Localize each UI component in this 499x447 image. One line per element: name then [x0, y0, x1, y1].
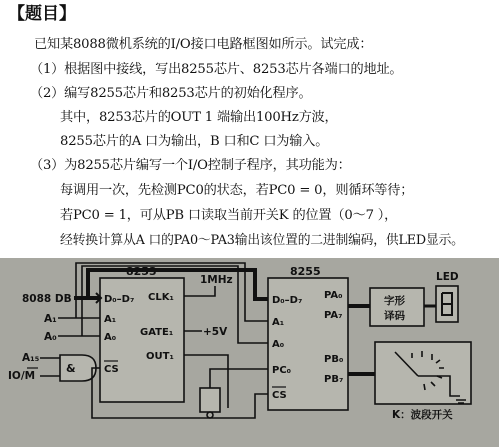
- question-item-3b: 若PC0 = 1，可从PB 口读取当前开关K 的位置（0～7 ），: [60, 208, 398, 223]
- chip-8255-pin-pa0: PA₀: [324, 290, 343, 301]
- led-label: LED: [436, 271, 459, 283]
- question-item-2b: 8255芯片的A 口为输出，B 口和C 口为输入。: [60, 134, 329, 149]
- switch-label: K：波段开关: [392, 409, 453, 421]
- chip-8253-pin-clk: CLK₁: [148, 292, 174, 303]
- chip-8253-pin-a1: A₁: [104, 314, 117, 325]
- chip-8253-pin-a0: A₀: [104, 332, 117, 343]
- clock-input-label: 1MHz: [200, 274, 233, 286]
- question-item-2a: 其中，8253芯片的OUT 1 端输出100Hz方波，: [60, 110, 338, 125]
- question-item-2: （2）编写8255芯片和8253芯片的初始化程序。: [30, 86, 312, 101]
- chip-8255-title: 8255: [290, 265, 321, 278]
- and-gate-label: &: [66, 362, 76, 375]
- chip-8253-pin-cs: CS: [104, 364, 119, 375]
- decoder-label-2: 译码: [384, 310, 405, 322]
- chip-8253-pin-d: D₀–D₇: [104, 294, 135, 305]
- sig-a1-label: A₁: [44, 313, 57, 325]
- circuit-diagram: [0, 258, 499, 447]
- chip-8255-pin-pa7: PA₇: [324, 310, 343, 321]
- chip-8253-title: 8253: [126, 265, 157, 278]
- chip-8255-pin-pc0: PC₀: [272, 365, 292, 376]
- inverter-bubble: [207, 412, 213, 418]
- chip-8255-pin-pb0: PB₀: [324, 354, 344, 365]
- question-header: 【题目】: [8, 4, 76, 24]
- question-item-3c: 经转换计算从A 口的PA0～PA3输出该位置的二进制编码，供LED显示。: [60, 233, 464, 248]
- switch-box: [375, 342, 471, 404]
- question-intro: 已知某8088微机系统的I/O接口电路框图如所示。试完成：: [34, 37, 373, 52]
- chip-8255-pin-d: D₀–D₇: [272, 295, 303, 306]
- decoder-label-1: 字形: [384, 295, 405, 307]
- sig-iom-label: IO/M: [8, 370, 36, 382]
- chip-8255-pin-pb7: PB₇: [324, 374, 344, 385]
- question-item-3: （3）为8255芯片编写一个I/O控制子程序，其功能为：: [30, 158, 351, 173]
- chip-8255-pin-cs: CS: [272, 390, 287, 401]
- sig-db-label: 8088 DB: [22, 293, 72, 305]
- chip-8255-pin-a0: A₀: [272, 339, 285, 350]
- chip-8255-pin-a1: A₁: [272, 317, 285, 328]
- circuit-diagram-photo: [0, 258, 499, 447]
- sig-a15-label: A₁₅: [22, 352, 40, 364]
- inverter: [200, 388, 220, 412]
- question-item-3a: 每调用一次，先检测PC0的状态，若PC0 = 0，则循环等待；: [60, 183, 414, 198]
- question-item-1: （1）根据图中接线，写出8255芯片、8253芯片各端口的地址。: [30, 62, 403, 77]
- chip-8253-pin-gate: GATE₁: [140, 327, 174, 338]
- sig-a0-label: A₀: [44, 331, 57, 343]
- chip-8253-pin-out: OUT₁: [146, 351, 174, 362]
- vcc-label: +5V: [203, 326, 228, 338]
